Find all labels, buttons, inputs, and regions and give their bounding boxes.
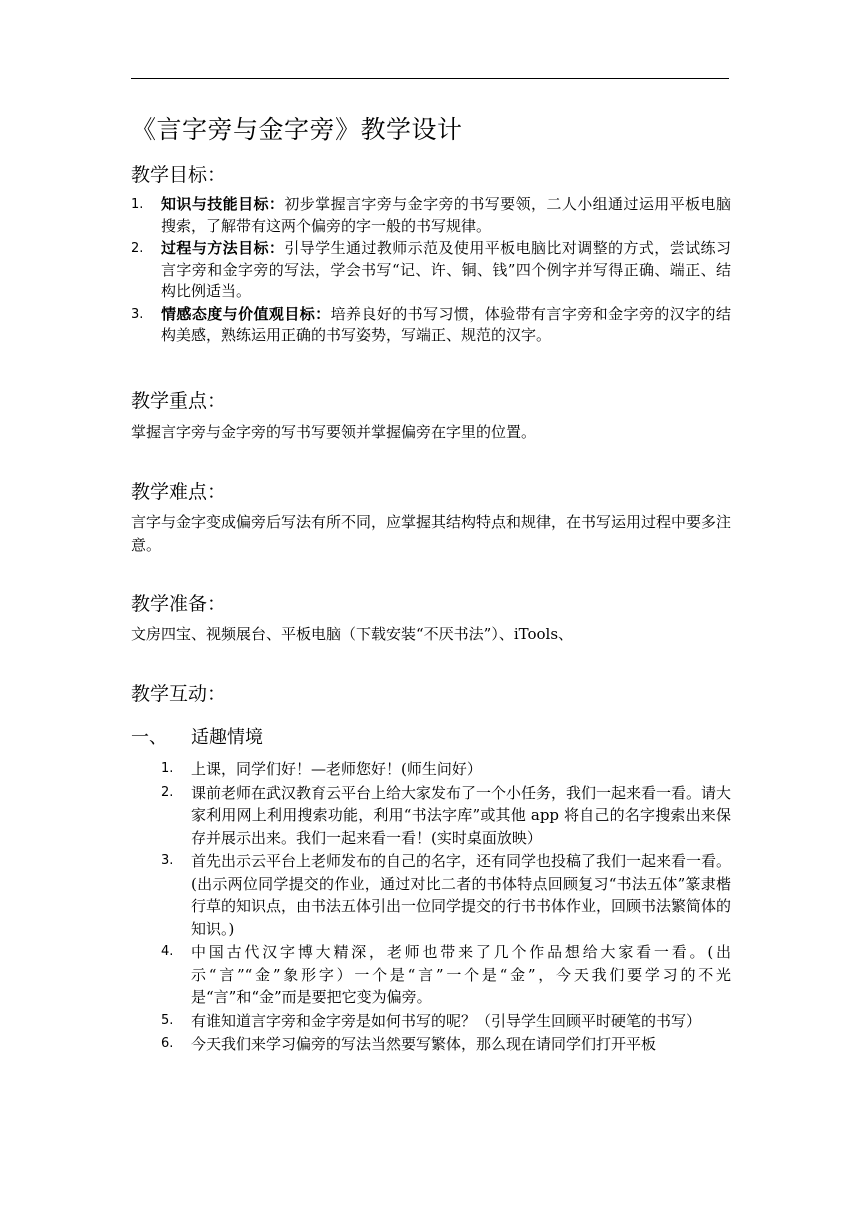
list-number: 1.	[161, 761, 174, 776]
objectives-list	[131, 194, 731, 348]
step-text: 有谁知道言字旁和金字旁是如何书写的呢？（引导学生回顾平时硬笔的书写）	[191, 1011, 702, 1030]
list-number: 5.	[161, 1012, 174, 1028]
step-item	[161, 850, 732, 940]
step-text: 中国古代汉字博大精深，老师也带来了几个作品想给大家看一看。(出示“言”“金”象形字）一个是“言”一个是“金”，今天我们要学习的不光是“言”和“金”而是要把它变为偏旁。	[191, 943, 731, 1006]
list-number: 2.	[161, 784, 174, 800]
list-number: 1.	[131, 197, 144, 212]
step-text: 首先出示云平台上老师发布的自己的名字，还有同学也投稿了我们一起来看一看。(出示两位同学提交的作业，通过对比二者的书体特点回顾复习“书法五体”篆隶楷行草的知识点，由书法五体引出一位同学提交的行书书体作业，回顾书法繁简体的知识。)	[191, 852, 732, 938]
objective-item	[131, 194, 731, 237]
key-point-text: 掌握言字旁与金字旁的写书写要领并掌握偏旁在字里的位置。	[131, 423, 537, 441]
step-item	[161, 758, 731, 781]
step-item	[161, 782, 732, 850]
objective-text: 引导学生通过教师示范及使用平板电脑比对调整的方式，尝试练习言字旁和金字旁的写法，学会书写“记、许、铜、钱”四个例字并写得正确、端正、结构比例适当。	[161, 239, 731, 300]
list-number: 4.	[161, 944, 174, 959]
list-number: 3.	[131, 306, 144, 322]
step-item	[161, 941, 731, 1009]
objective-label: 情感态度与价值观目标：	[161, 304, 331, 323]
objective-item	[131, 304, 731, 347]
objective-text: 培养良好的书写习惯，体验带有言字旁和金字旁的汉字的结构美感，熟练运用正确的书写姿势，写端正、规范的汉字。	[161, 304, 731, 344]
preparation-text: 文房四宝、视频展台、平板电脑（下载安装“不厌书法”）、iTools、	[131, 625, 574, 643]
difficulty-text: 言字与金字变成偏旁后写法有所不同，应掌握其结构特点和规律，在书写运用过程中要多注意。	[131, 513, 732, 554]
key-point-heading: 教学重点：	[131, 390, 227, 412]
step-text: 今天我们来学习偏旁的写法当然要写繁体，那么现在请同学们打开平板	[191, 1035, 657, 1053]
step-item	[161, 1033, 731, 1056]
objective-item	[131, 238, 731, 303]
section-number: 一、	[131, 727, 167, 748]
step-text: 课前老师在武汉教育云平台上给大家发布了一个小任务，我们一起来看一看。请大家利用网上利用搜索功能，利用“书法字库”或其他 app 将自己的名字搜索出来保存并展示出来。我们一起来看一看！(实时桌面放映）	[191, 783, 732, 847]
objective-label: 过程与方法目标：	[161, 239, 285, 257]
header-rule	[131, 78, 729, 79]
list-number: 6.	[161, 1036, 174, 1051]
step-item	[161, 1010, 731, 1033]
difficulty-heading: 教学难点：	[131, 481, 227, 503]
document-title: 《言字旁与金字旁》教学设计	[131, 115, 463, 144]
preparation-heading: 教学准备：	[131, 593, 227, 615]
objectives-heading: 教学目标：	[131, 164, 227, 186]
list-number: 2.	[131, 241, 144, 256]
objective-label: 知识与技能目标：	[161, 195, 285, 213]
interaction-heading: 教学互动：	[131, 683, 227, 705]
steps-list	[161, 758, 732, 1057]
section-title: 适趣情境	[191, 727, 263, 748]
list-number: 3.	[161, 853, 174, 868]
objective-text: 初步掌握言字旁与金字旁的书写要领，二人小组通过运用平板电脑搜索，了解带有这两个偏旁的字一般的书写规律。	[161, 195, 731, 235]
step-text: 上课，同学们好！—老师您好！(师生问好）	[191, 760, 482, 778]
